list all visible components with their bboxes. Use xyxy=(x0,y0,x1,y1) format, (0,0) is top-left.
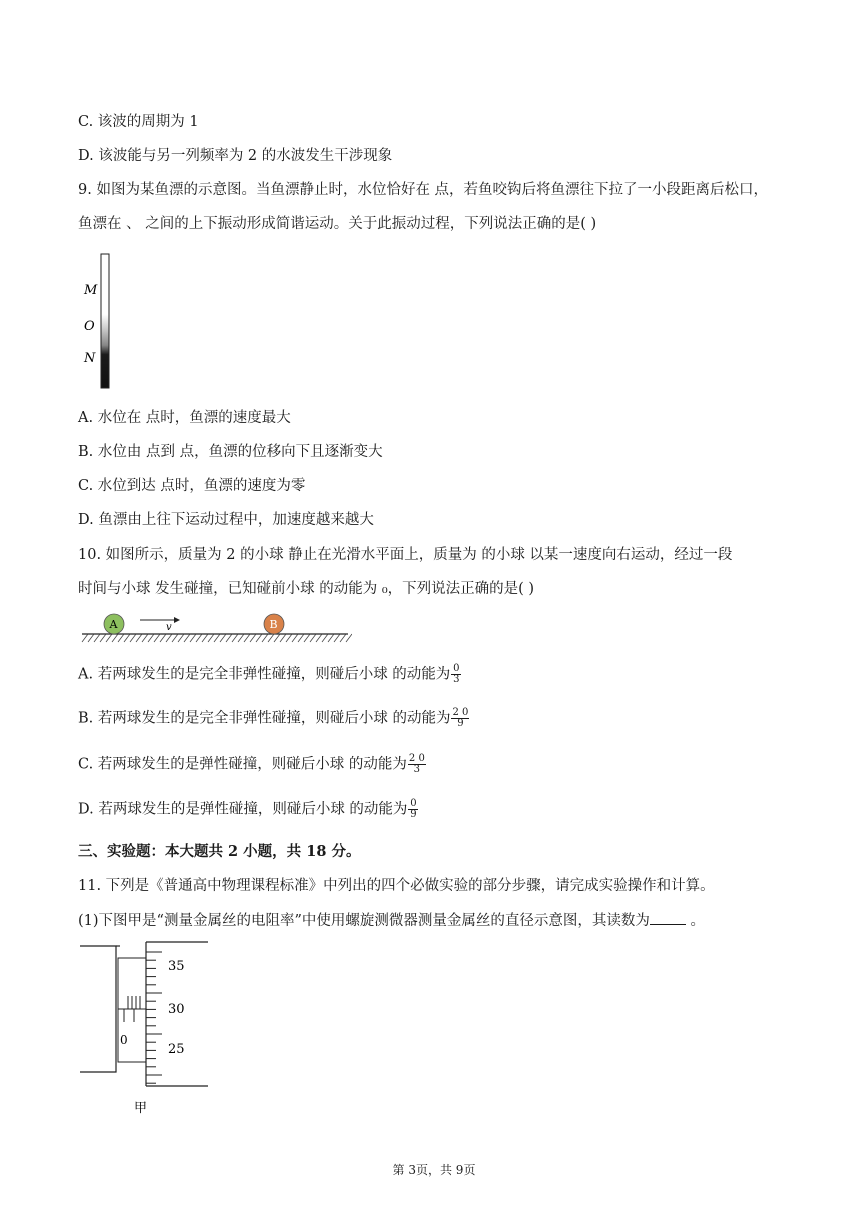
hatch-line xyxy=(172,634,178,642)
hatch-line xyxy=(340,634,346,642)
q9-option-d: D. 鱼漂由上往下运动过程中，加速度越来越大 xyxy=(78,512,374,528)
fishing-float-figure xyxy=(80,250,120,392)
thimble-label-35: 35 xyxy=(168,959,185,974)
ball-b-label: B xyxy=(269,618,278,631)
float-body xyxy=(101,254,109,388)
hatch-line xyxy=(166,634,172,642)
q10-option-b-text: B. 若两球发生的是完全非弹性碰撞，则碰后小球 的动能为 xyxy=(78,710,451,727)
float-label-n: N xyxy=(84,351,96,366)
ground-hatching xyxy=(82,634,352,642)
hatch-line xyxy=(208,634,214,642)
hatch-line xyxy=(346,634,352,642)
hatch-line xyxy=(202,634,208,642)
thimble-label-30: 30 xyxy=(168,1002,185,1017)
q9-stem-line1: 9. 如图为某鱼漂的示意图。当鱼漂静止时，水位恰好在 点，若鱼咬钩后将鱼漂往下拉了一小段距离后松口， xyxy=(78,182,769,198)
float-label-o: O xyxy=(84,319,95,334)
hatch-line xyxy=(214,634,220,642)
hatch-line xyxy=(124,634,130,642)
hatch-line xyxy=(160,634,166,642)
micrometer-frame xyxy=(80,946,116,1072)
section-heading: 三、实验题：本大题共 2 小题，共 18 分。 xyxy=(78,843,361,860)
hatch-line xyxy=(136,634,142,642)
hatch-line xyxy=(88,634,94,642)
velocity-arrowhead xyxy=(174,617,180,623)
hatch-line xyxy=(220,634,226,642)
q10-stem-line1: 10. 如图所示，质量为 2 的小球 静止在光滑水平面上，质量为 的小球 以某一速度向右运动，经过一段 xyxy=(78,547,733,563)
page-footer: 第 3页，共 9页 xyxy=(392,1163,476,1177)
hatch-line xyxy=(280,634,286,642)
hatch-line xyxy=(244,634,250,642)
hatch-line xyxy=(184,634,190,642)
q10-option-c-fraction: $\frac{2 0}{3}$ xyxy=(408,753,425,775)
hatch-line xyxy=(82,634,88,642)
hatch-line xyxy=(304,634,310,642)
q9-option-a: A. 水位在 点时，鱼漂的速度最大 xyxy=(78,410,291,426)
hatch-line xyxy=(298,634,304,642)
hatch-line xyxy=(106,634,112,642)
thimble-ticks xyxy=(146,952,162,1083)
hatch-line xyxy=(268,634,274,642)
q8-option-d: D. 该波能与另一列频率为 2 的水波发生干涉现象 xyxy=(78,148,393,164)
hatch-line xyxy=(334,634,340,642)
hatch-line xyxy=(154,634,160,642)
hatch-line xyxy=(226,634,232,642)
hatch-line xyxy=(142,634,148,642)
hatch-line xyxy=(148,634,154,642)
q10-option-c xyxy=(78,754,426,775)
hatch-line xyxy=(130,634,136,642)
hatch-line xyxy=(178,634,184,642)
float-label-m: M xyxy=(84,283,98,298)
q9-option-b: B. 水位由 点到 点，鱼漂的位移向下且逐渐变大 xyxy=(78,444,383,460)
hatch-line xyxy=(112,634,118,642)
hatch-line xyxy=(238,634,244,642)
q11-part1-end: 。 xyxy=(685,913,705,929)
hatch-line xyxy=(274,634,280,642)
hatch-line xyxy=(100,634,106,642)
q10-option-a xyxy=(78,664,461,685)
q11-part1 xyxy=(78,910,705,931)
hatch-line xyxy=(256,634,262,642)
hatch-line xyxy=(310,634,316,642)
sleeve-zero-label: 0 xyxy=(120,1033,128,1047)
hatch-line xyxy=(262,634,268,642)
hatch-line xyxy=(328,634,334,642)
ball-a-label: A xyxy=(109,618,118,631)
hatch-line xyxy=(292,634,298,642)
hatch-line xyxy=(94,634,100,642)
q11-stem: 11. 下列是《普通高中物理课程标准》中列出的四个必做实验的部分步骤，请完成实验操作和计算。 xyxy=(78,878,715,894)
hatch-line xyxy=(286,634,292,642)
hatch-line xyxy=(190,634,196,642)
hatch-line xyxy=(196,634,202,642)
q10-option-a-fraction: $\frac{0}{3}$ xyxy=(453,663,460,685)
q8-option-c: C. 该波的周期为 1 xyxy=(78,114,199,130)
q10-option-d-fraction: $\frac{0}{9}$ xyxy=(410,798,417,820)
q10-option-a-text: A. 若两球发生的是完全非弹性碰撞，则碰后小球 的动能为 xyxy=(78,666,451,683)
micrometer-figure xyxy=(78,938,218,1118)
q10-option-b-fraction: $\frac{2 0}{9}$ xyxy=(452,707,469,729)
thimble-label-25: 25 xyxy=(168,1042,185,1057)
collision-figure xyxy=(80,610,352,646)
q10-option-d xyxy=(78,799,418,820)
q9-stem-line2: 鱼漂在 、 之间的上下振动形成简谐运动。关于此振动过程，下列说法正确的是( ) xyxy=(78,216,597,232)
answer-blank[interactable] xyxy=(650,910,686,925)
velocity-label: v xyxy=(166,622,172,633)
q10-stem-line2: 时间与小球 发生碰撞，已知碰前小球 的动能为 ₀，下列说法正确的是( ) xyxy=(78,581,535,597)
hatch-line xyxy=(118,634,124,642)
hatch-line xyxy=(322,634,328,642)
q10-option-c-text: C. 若两球发生的是弹性碰撞，则碰后小球 的动能为 xyxy=(78,756,407,773)
micrometer-caption: 甲 xyxy=(134,1101,148,1116)
q9-option-c: C. 水位到达 点时，鱼漂的速度为零 xyxy=(78,478,306,494)
hatch-line xyxy=(232,634,238,642)
hatch-line xyxy=(316,634,322,642)
q10-option-d-text: D. 若两球发生的是弹性碰撞，则碰后小球 的动能为 xyxy=(78,801,408,818)
q10-option-b xyxy=(78,708,469,729)
q11-part1-text: (1)下图甲是“测量金属丝的电阻率”中使用螺旋测微器测量金属丝的直径示意图，其读数为 xyxy=(78,913,650,929)
hatch-line xyxy=(250,634,256,642)
